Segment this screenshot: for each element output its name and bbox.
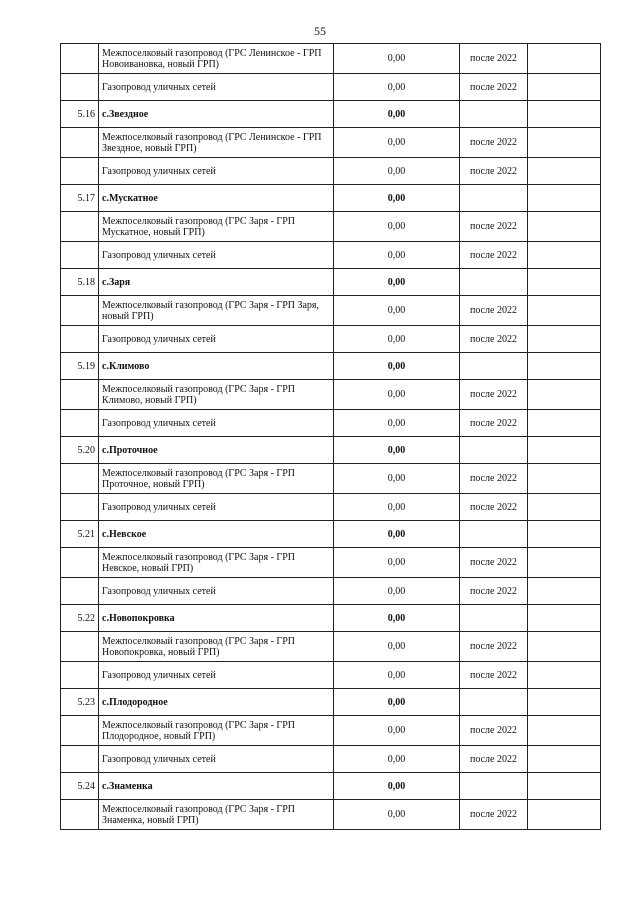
- year-cell: [460, 437, 528, 464]
- value-cell: 0,00: [334, 689, 460, 716]
- year-cell: [460, 101, 528, 128]
- empty-cell: [528, 662, 601, 689]
- pipeline-row: [61, 746, 601, 773]
- year-cell: после 2022: [460, 74, 528, 101]
- pipeline-name-cell: Газопровод уличных сетей: [99, 158, 334, 185]
- pipeline-name-cell: Газопровод уличных сетей: [99, 662, 334, 689]
- value-cell: 0,00: [334, 212, 460, 242]
- value-cell: 0,00: [334, 353, 460, 380]
- year-cell: после 2022: [460, 578, 528, 605]
- empty-cell: [528, 185, 601, 212]
- empty-cell: [528, 716, 601, 746]
- table-body: [61, 44, 601, 830]
- empty-cell: [528, 326, 601, 353]
- pipeline-name-cell: Газопровод уличных сетей: [99, 410, 334, 437]
- empty-cell: [528, 212, 601, 242]
- row-number-cell: 5.18: [61, 269, 99, 296]
- pipeline-name-cell: Газопровод уличных сетей: [99, 326, 334, 353]
- pipeline-name-cell: Межпоселковый газопровод (ГРС Заря - ГРП Новопокровка, новый ГРП): [99, 632, 334, 662]
- year-cell: [460, 689, 528, 716]
- pipeline-row: [61, 128, 601, 158]
- row-number-cell: 5.21: [61, 521, 99, 548]
- pipeline-row: [61, 380, 601, 410]
- pipeline-row: [61, 410, 601, 437]
- value-cell: 0,00: [334, 158, 460, 185]
- row-number-cell: [61, 296, 99, 326]
- empty-cell: [528, 746, 601, 773]
- pipeline-name-cell: Межпоселковый газопровод (ГРС Ленинское - ГРП Новоивановка, новый ГРП): [99, 44, 334, 74]
- row-number-cell: [61, 380, 99, 410]
- pipeline-name-cell: Газопровод уличных сетей: [99, 74, 334, 101]
- settlement-row: [61, 605, 601, 632]
- year-cell: [460, 521, 528, 548]
- settlement-row: [61, 185, 601, 212]
- row-number-cell: [61, 242, 99, 269]
- year-cell: после 2022: [460, 212, 528, 242]
- value-cell: 0,00: [334, 410, 460, 437]
- year-cell: после 2022: [460, 464, 528, 494]
- row-number-cell: 5.24: [61, 773, 99, 800]
- pipeline-name-cell: Газопровод уличных сетей: [99, 578, 334, 605]
- pipeline-row: [61, 44, 601, 74]
- gas-pipeline-schedule-table: [60, 43, 601, 830]
- row-number-cell: [61, 464, 99, 494]
- row-number-cell: [61, 800, 99, 830]
- row-number-cell: [61, 326, 99, 353]
- pipeline-row: [61, 296, 601, 326]
- year-cell: после 2022: [460, 494, 528, 521]
- settlement-name-cell: с.Заря: [99, 269, 334, 296]
- value-cell: 0,00: [334, 101, 460, 128]
- empty-cell: [528, 800, 601, 830]
- row-number-cell: [61, 746, 99, 773]
- pipeline-name-cell: Межпоселковый газопровод (ГРС Заря - ГРП Заря, новый ГРП): [99, 296, 334, 326]
- settlement-row: [61, 689, 601, 716]
- row-number-cell: [61, 716, 99, 746]
- year-cell: [460, 353, 528, 380]
- pipeline-row: [61, 632, 601, 662]
- settlement-row: [61, 773, 601, 800]
- value-cell: 0,00: [334, 326, 460, 353]
- settlement-row: [61, 101, 601, 128]
- year-cell: после 2022: [460, 44, 528, 74]
- year-cell: после 2022: [460, 632, 528, 662]
- pipeline-row: [61, 242, 601, 269]
- row-number-cell: [61, 128, 99, 158]
- pipeline-row: [61, 326, 601, 353]
- year-cell: после 2022: [460, 662, 528, 689]
- row-number-cell: 5.16: [61, 101, 99, 128]
- pipeline-row: [61, 662, 601, 689]
- empty-cell: [528, 494, 601, 521]
- value-cell: 0,00: [334, 716, 460, 746]
- value-cell: 0,00: [334, 494, 460, 521]
- row-number-cell: [61, 74, 99, 101]
- pipeline-row: [61, 578, 601, 605]
- value-cell: 0,00: [334, 242, 460, 269]
- year-cell: после 2022: [460, 158, 528, 185]
- row-number-cell: 5.19: [61, 353, 99, 380]
- empty-cell: [528, 269, 601, 296]
- empty-cell: [528, 242, 601, 269]
- year-cell: после 2022: [460, 242, 528, 269]
- year-cell: после 2022: [460, 410, 528, 437]
- row-number-cell: [61, 662, 99, 689]
- value-cell: 0,00: [334, 746, 460, 773]
- row-number-cell: 5.23: [61, 689, 99, 716]
- empty-cell: [528, 689, 601, 716]
- value-cell: 0,00: [334, 380, 460, 410]
- row-number-cell: [61, 494, 99, 521]
- settlement-name-cell: с.Невское: [99, 521, 334, 548]
- settlement-name-cell: с.Плодородное: [99, 689, 334, 716]
- empty-cell: [528, 578, 601, 605]
- value-cell: 0,00: [334, 548, 460, 578]
- value-cell: 0,00: [334, 185, 460, 212]
- value-cell: 0,00: [334, 74, 460, 101]
- settlement-name-cell: с.Новопокровка: [99, 605, 334, 632]
- settlement-row: [61, 521, 601, 548]
- pipeline-row: [61, 464, 601, 494]
- value-cell: 0,00: [334, 296, 460, 326]
- settlement-row: [61, 269, 601, 296]
- value-cell: 0,00: [334, 800, 460, 830]
- year-cell: после 2022: [460, 296, 528, 326]
- year-cell: после 2022: [460, 380, 528, 410]
- settlement-row: [61, 437, 601, 464]
- pipeline-row: [61, 74, 601, 101]
- row-number-cell: [61, 410, 99, 437]
- pipeline-name-cell: Межпоселковый газопровод (ГРС Заря - ГРП Знаменка, новый ГРП): [99, 800, 334, 830]
- row-number-cell: 5.20: [61, 437, 99, 464]
- pipeline-name-cell: Межпоселковый газопровод (ГРС Заря - ГРП Невское, новый ГРП): [99, 548, 334, 578]
- row-number-cell: [61, 158, 99, 185]
- empty-cell: [528, 548, 601, 578]
- pipeline-row: [61, 158, 601, 185]
- value-cell: 0,00: [334, 632, 460, 662]
- year-cell: после 2022: [460, 128, 528, 158]
- row-number-cell: [61, 632, 99, 662]
- empty-cell: [528, 773, 601, 800]
- value-cell: 0,00: [334, 578, 460, 605]
- empty-cell: [528, 464, 601, 494]
- empty-cell: [528, 44, 601, 74]
- pipeline-name-cell: Межпоселковый газопровод (ГРС Заря - ГРП Плодородное, новый ГРП): [99, 716, 334, 746]
- settlement-name-cell: с.Климово: [99, 353, 334, 380]
- empty-cell: [528, 128, 601, 158]
- pipeline-name-cell: Газопровод уличных сетей: [99, 494, 334, 521]
- value-cell: 0,00: [334, 773, 460, 800]
- year-cell: [460, 269, 528, 296]
- settlement-name-cell: с.Проточное: [99, 437, 334, 464]
- settlement-name-cell: с.Мускатное: [99, 185, 334, 212]
- row-number-cell: 5.22: [61, 605, 99, 632]
- row-number-cell: [61, 578, 99, 605]
- empty-cell: [528, 158, 601, 185]
- year-cell: после 2022: [460, 800, 528, 830]
- year-cell: после 2022: [460, 548, 528, 578]
- year-cell: после 2022: [460, 746, 528, 773]
- empty-cell: [528, 521, 601, 548]
- value-cell: 0,00: [334, 662, 460, 689]
- page-number: 55: [314, 24, 326, 38]
- pipeline-name-cell: Межпоселковый газопровод (ГРС Заря - ГРП Климово, новый ГРП): [99, 380, 334, 410]
- empty-cell: [528, 74, 601, 101]
- empty-cell: [528, 353, 601, 380]
- row-number-cell: [61, 548, 99, 578]
- pipeline-name-cell: Межпоселковый газопровод (ГРС Ленинское - ГРП Звездное, новый ГРП): [99, 128, 334, 158]
- pipeline-name-cell: Межпоселковый газопровод (ГРС Заря - ГРП Проточное, новый ГРП): [99, 464, 334, 494]
- empty-cell: [528, 632, 601, 662]
- pipeline-row: [61, 212, 601, 242]
- pipeline-row: [61, 716, 601, 746]
- value-cell: 0,00: [334, 521, 460, 548]
- empty-cell: [528, 605, 601, 632]
- row-number-cell: [61, 212, 99, 242]
- value-cell: 0,00: [334, 437, 460, 464]
- settlement-row: [61, 353, 601, 380]
- pipeline-row: [61, 494, 601, 521]
- empty-cell: [528, 380, 601, 410]
- year-cell: [460, 605, 528, 632]
- pipeline-row: [61, 800, 601, 830]
- empty-cell: [528, 101, 601, 128]
- pipeline-name-cell: Межпоселковый газопровод (ГРС Заря - ГРП Мускатное, новый ГРП): [99, 212, 334, 242]
- value-cell: 0,00: [334, 605, 460, 632]
- pipeline-row: [61, 548, 601, 578]
- pipeline-name-cell: Газопровод уличных сетей: [99, 746, 334, 773]
- empty-cell: [528, 296, 601, 326]
- empty-cell: [528, 410, 601, 437]
- value-cell: 0,00: [334, 44, 460, 74]
- settlement-name-cell: с.Знаменка: [99, 773, 334, 800]
- value-cell: 0,00: [334, 128, 460, 158]
- settlement-name-cell: с.Звездное: [99, 101, 334, 128]
- year-cell: [460, 773, 528, 800]
- pipeline-name-cell: Газопровод уличных сетей: [99, 242, 334, 269]
- empty-cell: [528, 437, 601, 464]
- row-number-cell: 5.17: [61, 185, 99, 212]
- year-cell: после 2022: [460, 326, 528, 353]
- row-number-cell: [61, 44, 99, 74]
- value-cell: 0,00: [334, 269, 460, 296]
- value-cell: 0,00: [334, 464, 460, 494]
- year-cell: [460, 185, 528, 212]
- year-cell: после 2022: [460, 716, 528, 746]
